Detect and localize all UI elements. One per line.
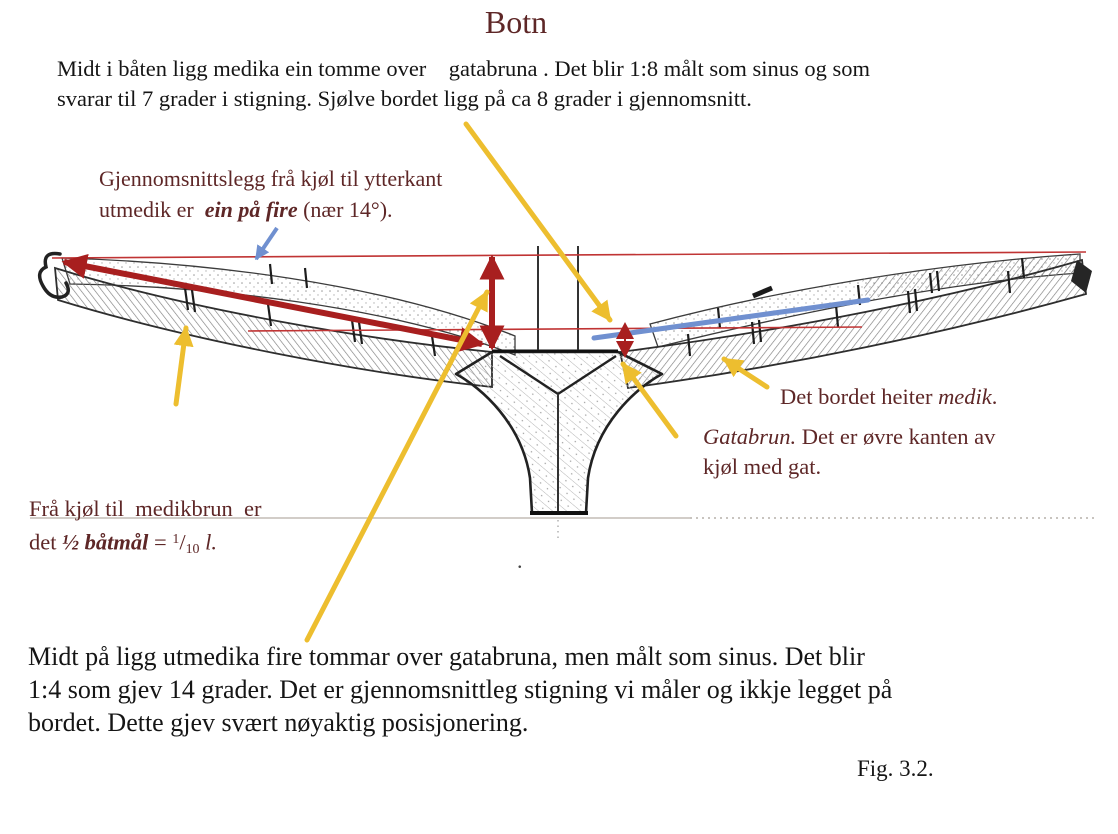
gatabrun-annotation-line-2: kjøl med gat. xyxy=(703,454,822,479)
figure-label: Fig. 3.2. xyxy=(857,756,934,781)
fraction-numerator: 1 xyxy=(172,532,180,547)
keel-measure-equals: = xyxy=(148,529,173,555)
keel-measure-line-2 xyxy=(29,524,261,565)
keel-measure-emphasis: ½ båtmål xyxy=(62,529,149,555)
average-leg-line2-post: (nær 14°). xyxy=(297,197,393,222)
pointer-left-plank xyxy=(176,328,186,404)
gatabrun-annotation-line-1 xyxy=(703,422,995,452)
intro-line-2: svarar til 7 grader i stigning. Sjølve bordet ligg på ca 8 grader i gjennomsnitt. xyxy=(57,86,752,111)
gatabrun-annotation-emphasis: Gatabrun. xyxy=(703,424,797,449)
slope-pointer-blue-arrow xyxy=(256,228,277,259)
closing-line-1: Midt på ligg utmedika fire tommar over gatabruna, men målt som sinus. Det blir xyxy=(28,642,865,671)
reference-line-top xyxy=(52,252,1086,258)
medik-annotation-emphasis: medik xyxy=(938,384,992,409)
gatabrun-annotation-rest: Det er øvre kanten av xyxy=(796,424,996,449)
page-title: Botn xyxy=(484,4,548,40)
fraction-slash: / xyxy=(179,529,186,555)
average-leg-line-1: Gjennomsnittslegg frå kjøl til ytterkant xyxy=(99,166,443,191)
closing-line-2: 1:4 som gjev 14 grader. Det er gjennomsnittleg stigning vi måler og ikkje legget på xyxy=(28,675,893,704)
fraction-denominator: 10 xyxy=(185,541,200,557)
keel-measure-annotation xyxy=(29,493,261,565)
stray-period: . xyxy=(517,548,523,573)
keel-measure-line-1: Frå kjøl til medikbrun er xyxy=(29,496,262,521)
average-leg-line2-pre: utmedik er xyxy=(99,197,205,222)
average-leg-line2-emphasis: ein på fire xyxy=(204,197,298,222)
right-plank-scarf-mark xyxy=(753,288,772,296)
medik-annotation-post: . xyxy=(991,384,998,409)
keel-measure-unit: l. xyxy=(199,529,218,555)
medik-annotation xyxy=(780,384,997,410)
gatabrun-annotation xyxy=(703,422,995,482)
closing-line-3: bordet. Dette gjev svært nøyaktig posisjonering. xyxy=(28,708,529,737)
intro-line-1: Midt i båten ligg medika ein tomme over gatabruna . Det blir 1:8 målt som sinus og som xyxy=(57,56,870,81)
medik-annotation-pre: Det bordet heiter xyxy=(780,384,939,409)
closing-paragraph xyxy=(28,640,892,739)
keel-measure-pre: det xyxy=(29,529,63,555)
